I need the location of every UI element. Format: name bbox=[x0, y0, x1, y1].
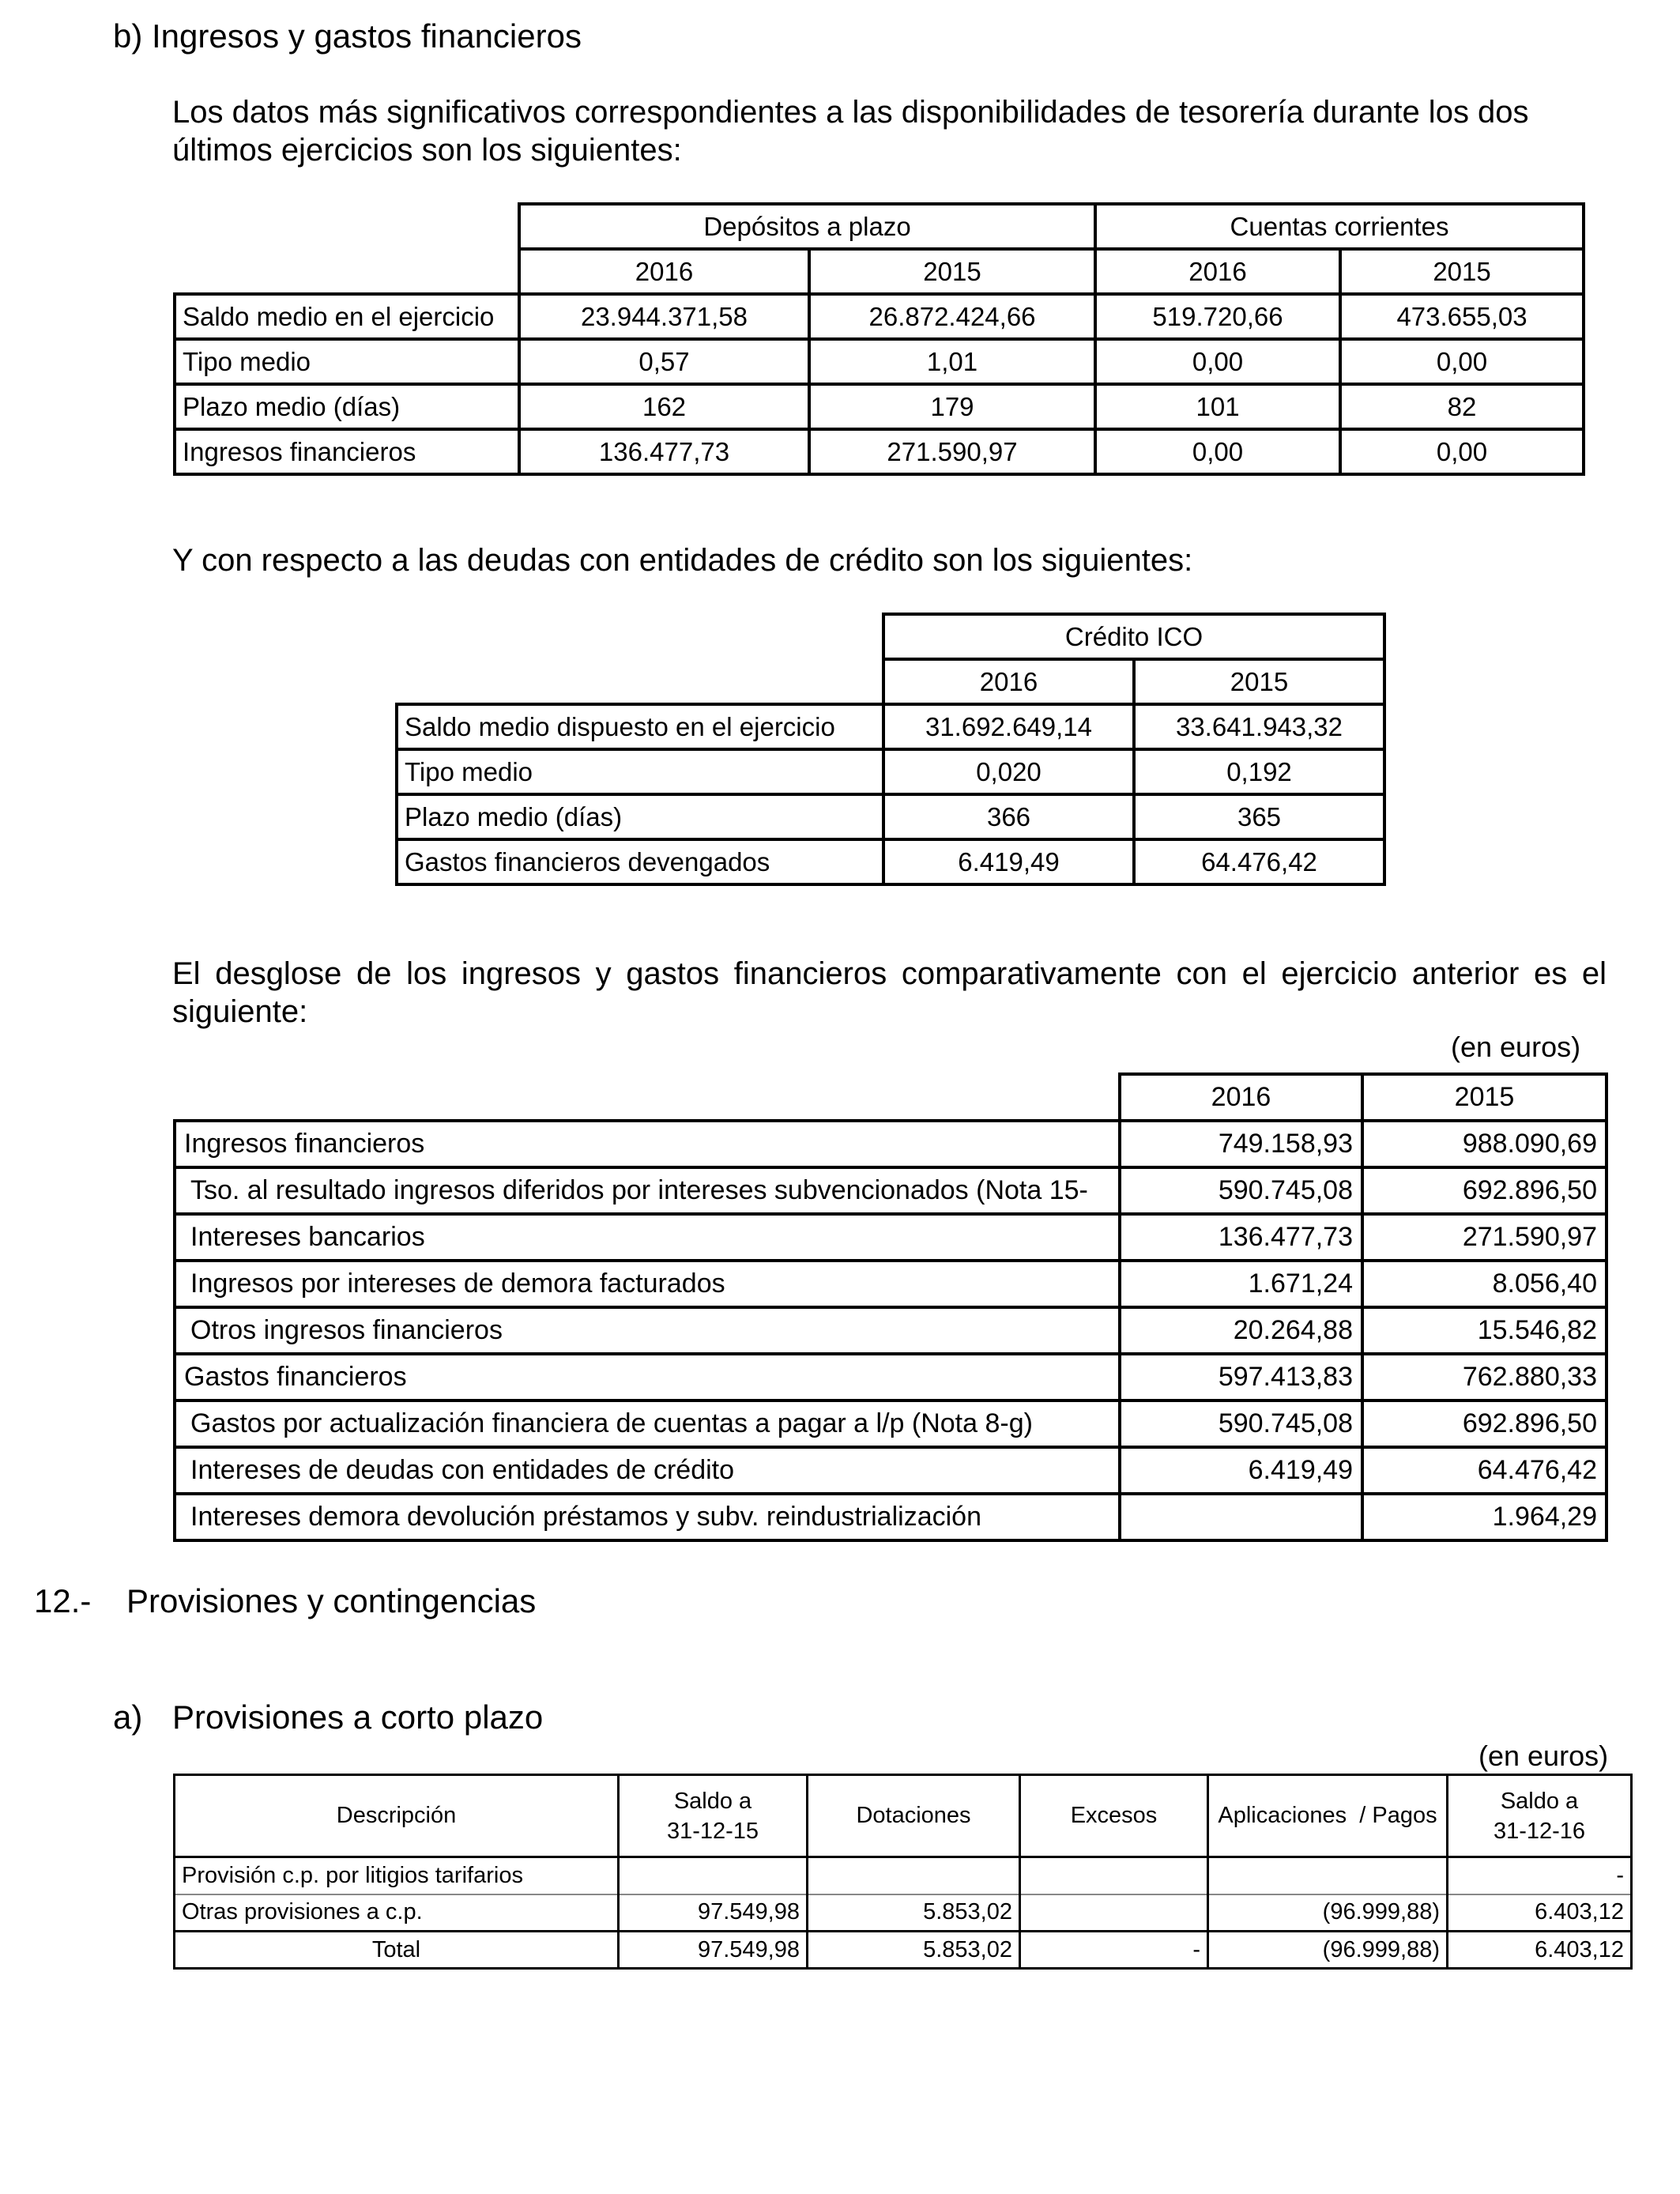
cell-value: 31.692.649,14 bbox=[883, 704, 1134, 749]
cell-value: 271.590,97 bbox=[809, 429, 1095, 474]
cell-value bbox=[1120, 1494, 1362, 1540]
table-year-row bbox=[175, 249, 1584, 294]
cell-value: 33.641.943,32 bbox=[1134, 704, 1384, 749]
row-label: Intereses bancarios bbox=[175, 1214, 1120, 1261]
table-row bbox=[175, 339, 1584, 384]
unit-label: (en euros) bbox=[1478, 1740, 1609, 1772]
header-description: Descripción bbox=[175, 1775, 619, 1857]
table-row bbox=[175, 1400, 1607, 1447]
cell-value: 97.549,98 bbox=[619, 1894, 808, 1932]
table-header-row bbox=[175, 204, 1584, 249]
cell-value: 0,00 bbox=[1340, 429, 1584, 474]
subsection-letter: a) bbox=[113, 1698, 143, 1736]
debt-paragraph: Y con respecto a las deudas con entidades de crédito son los siguientes: bbox=[172, 543, 1193, 578]
row-label: Saldo medio dispuesto en el ejercicio bbox=[397, 704, 883, 749]
table-row bbox=[397, 749, 1384, 794]
cell-value: 473.655,03 bbox=[1340, 294, 1584, 339]
cell-value: 271.590,97 bbox=[1362, 1214, 1607, 1261]
row-label: Ingresos por intereses de demora facturados bbox=[175, 1261, 1120, 1307]
row-label: Intereses demora devolución préstamos y subv. reindustrialización bbox=[175, 1494, 1120, 1540]
table-row bbox=[175, 294, 1584, 339]
header-line: Saldo a bbox=[673, 1788, 752, 1814]
row-label: Gastos financieros devengados bbox=[397, 839, 883, 884]
group-header-accounts: Cuentas corrientes bbox=[1095, 204, 1584, 249]
financial-breakdown-table bbox=[173, 1072, 1608, 1542]
cell-value: 365 bbox=[1134, 794, 1384, 839]
treasury-table bbox=[173, 202, 1585, 476]
cell-value: 26.872.424,66 bbox=[809, 294, 1095, 339]
cell-value: 0,020 bbox=[883, 749, 1134, 794]
cell-value: 23.944.371,58 bbox=[519, 294, 809, 339]
table-total-row bbox=[175, 1932, 1632, 1969]
cell-value: 1.964,29 bbox=[1362, 1494, 1607, 1540]
cell-value: 1.671,24 bbox=[1120, 1261, 1362, 1307]
table-row bbox=[397, 794, 1384, 839]
cell-value: 692.896,50 bbox=[1362, 1400, 1607, 1447]
year-header: 2016 bbox=[1095, 249, 1340, 294]
table-row bbox=[397, 704, 1384, 749]
cell-value: 366 bbox=[883, 794, 1134, 839]
header-opening-balance bbox=[619, 1775, 808, 1857]
header-closing-balance bbox=[1448, 1775, 1632, 1857]
cell-value: 590.745,08 bbox=[1120, 1167, 1362, 1214]
cell-value: 597.413,83 bbox=[1120, 1354, 1362, 1400]
cell-value: 179 bbox=[809, 384, 1095, 429]
year-header: 2015 bbox=[809, 249, 1095, 294]
row-label: Plazo medio (días) bbox=[175, 384, 519, 429]
row-label: Ingresos financieros bbox=[175, 1121, 1120, 1167]
cell-value: 6.419,49 bbox=[1120, 1447, 1362, 1494]
cell-value: 5.853,02 bbox=[808, 1932, 1020, 1969]
header-line: Saldo a bbox=[1500, 1788, 1579, 1814]
header-line: 31-12-16 bbox=[1493, 1818, 1586, 1844]
cell-value: 519.720,66 bbox=[1095, 294, 1340, 339]
year-header: 2016 bbox=[883, 659, 1134, 704]
unit-label: (en euros) bbox=[1451, 1031, 1581, 1063]
row-label: Tipo medio bbox=[175, 339, 519, 384]
cell-value: 136.477,73 bbox=[519, 429, 809, 474]
table-row bbox=[175, 1261, 1607, 1307]
table-year-row bbox=[175, 1074, 1607, 1121]
cell-value: 988.090,69 bbox=[1362, 1121, 1607, 1167]
row-label: Tso. al resultado ingresos diferidos por intereses subvencionados (Nota 15- bbox=[175, 1167, 1120, 1214]
cell-value bbox=[619, 1857, 808, 1894]
year-header: 2015 bbox=[1340, 249, 1584, 294]
row-label: Total bbox=[175, 1932, 619, 1969]
cell-value: 1,01 bbox=[809, 339, 1095, 384]
table-row bbox=[175, 1857, 1632, 1894]
row-label: Ingresos financieros bbox=[175, 429, 519, 474]
cell-value: 64.476,42 bbox=[1134, 839, 1384, 884]
table-row bbox=[175, 1121, 1607, 1167]
cell-value: 0,192 bbox=[1134, 749, 1384, 794]
header-applications: Aplicaciones / Pagos bbox=[1208, 1775, 1448, 1857]
cell-value: 6.419,49 bbox=[883, 839, 1134, 884]
cell-value: 692.896,50 bbox=[1362, 1167, 1607, 1214]
cell-value bbox=[808, 1857, 1020, 1894]
cell-value: 6.403,12 bbox=[1448, 1894, 1632, 1932]
row-label: Intereses de deudas con entidades de crédito bbox=[175, 1447, 1120, 1494]
table-row bbox=[175, 1354, 1607, 1400]
cell-value: 0,00 bbox=[1095, 339, 1340, 384]
header-allocations: Dotaciones bbox=[808, 1775, 1020, 1857]
section-heading: b) Ingresos y gastos financieros bbox=[113, 17, 582, 55]
table-header-row bbox=[397, 614, 1384, 659]
row-label: Otros ingresos financieros bbox=[175, 1307, 1120, 1354]
cell-value: 136.477,73 bbox=[1120, 1214, 1362, 1261]
ico-credit-table bbox=[395, 613, 1386, 886]
group-header-ico: Crédito ICO bbox=[883, 614, 1384, 659]
intro-paragraph: Los datos más significativos correspondientes a las disponibilidades de tesorería durante los dos últimos ejercicios son los siguientes: bbox=[172, 95, 1529, 168]
cell-value: 590.745,08 bbox=[1120, 1400, 1362, 1447]
table-row bbox=[175, 384, 1584, 429]
table-header-row bbox=[175, 1775, 1632, 1857]
cell-value: - bbox=[1020, 1932, 1208, 1969]
row-label: Gastos financieros bbox=[175, 1354, 1120, 1400]
cell-value: 15.546,82 bbox=[1362, 1307, 1607, 1354]
year-header: 2016 bbox=[519, 249, 809, 294]
year-header: 2015 bbox=[1362, 1074, 1607, 1121]
cell-value: 0,00 bbox=[1340, 339, 1584, 384]
cell-value: - bbox=[1448, 1857, 1632, 1894]
table-row bbox=[175, 1494, 1607, 1540]
section-title: Provisiones y contingencias bbox=[126, 1582, 537, 1619]
provisions-table bbox=[173, 1774, 1633, 1970]
cell-value: 762.880,33 bbox=[1362, 1354, 1607, 1400]
table-row bbox=[175, 1167, 1607, 1214]
cell-value: 82 bbox=[1340, 384, 1584, 429]
cell-value: 749.158,93 bbox=[1120, 1121, 1362, 1167]
table-row bbox=[175, 429, 1584, 474]
section-number: 12.- bbox=[34, 1582, 92, 1619]
cell-value: 97.549,98 bbox=[619, 1932, 808, 1969]
cell-value: (96.999,88) bbox=[1208, 1932, 1448, 1969]
cell-value: 5.853,02 bbox=[808, 1894, 1020, 1932]
cell-value: 162 bbox=[519, 384, 809, 429]
row-label: Plazo medio (días) bbox=[397, 794, 883, 839]
cell-value: 101 bbox=[1095, 384, 1340, 429]
table-row bbox=[175, 1894, 1632, 1932]
cell-value bbox=[1020, 1857, 1208, 1894]
cell-value: 64.476,42 bbox=[1362, 1447, 1607, 1494]
year-header: 2015 bbox=[1134, 659, 1384, 704]
table-row bbox=[175, 1447, 1607, 1494]
header-line: 31-12-15 bbox=[666, 1818, 759, 1844]
year-header: 2016 bbox=[1120, 1074, 1362, 1121]
row-label: Tipo medio bbox=[397, 749, 883, 794]
cell-value: 8.056,40 bbox=[1362, 1261, 1607, 1307]
cell-value: 0,57 bbox=[519, 339, 809, 384]
table-row bbox=[397, 839, 1384, 884]
cell-value: 20.264,88 bbox=[1120, 1307, 1362, 1354]
cell-value bbox=[1020, 1894, 1208, 1932]
group-header-deposits: Depósitos a plazo bbox=[519, 204, 1095, 249]
row-label: Provisión c.p. por litigios tarifarios bbox=[175, 1857, 619, 1894]
row-label: Otras provisiones a c.p. bbox=[175, 1894, 619, 1932]
row-label: Saldo medio en el ejercicio bbox=[175, 294, 519, 339]
cell-value bbox=[1208, 1857, 1448, 1894]
row-label: Gastos por actualización financiera de cuentas a pagar a l/p (Nota 8-g) bbox=[175, 1400, 1120, 1447]
subsection-title: Provisiones a corto plazo bbox=[172, 1698, 544, 1736]
breakdown-paragraph: El desglose de los ingresos y gastos financieros comparativamente con el ejercicio anterior es el siguiente: bbox=[172, 956, 1607, 1029]
cell-value: 0,00 bbox=[1095, 429, 1340, 474]
cell-value: (96.999,88) bbox=[1208, 1894, 1448, 1932]
header-excesses: Excesos bbox=[1020, 1775, 1208, 1857]
table-year-row bbox=[397, 659, 1384, 704]
cell-value: 6.403,12 bbox=[1448, 1932, 1632, 1969]
table-row bbox=[175, 1307, 1607, 1354]
table-row bbox=[175, 1214, 1607, 1261]
